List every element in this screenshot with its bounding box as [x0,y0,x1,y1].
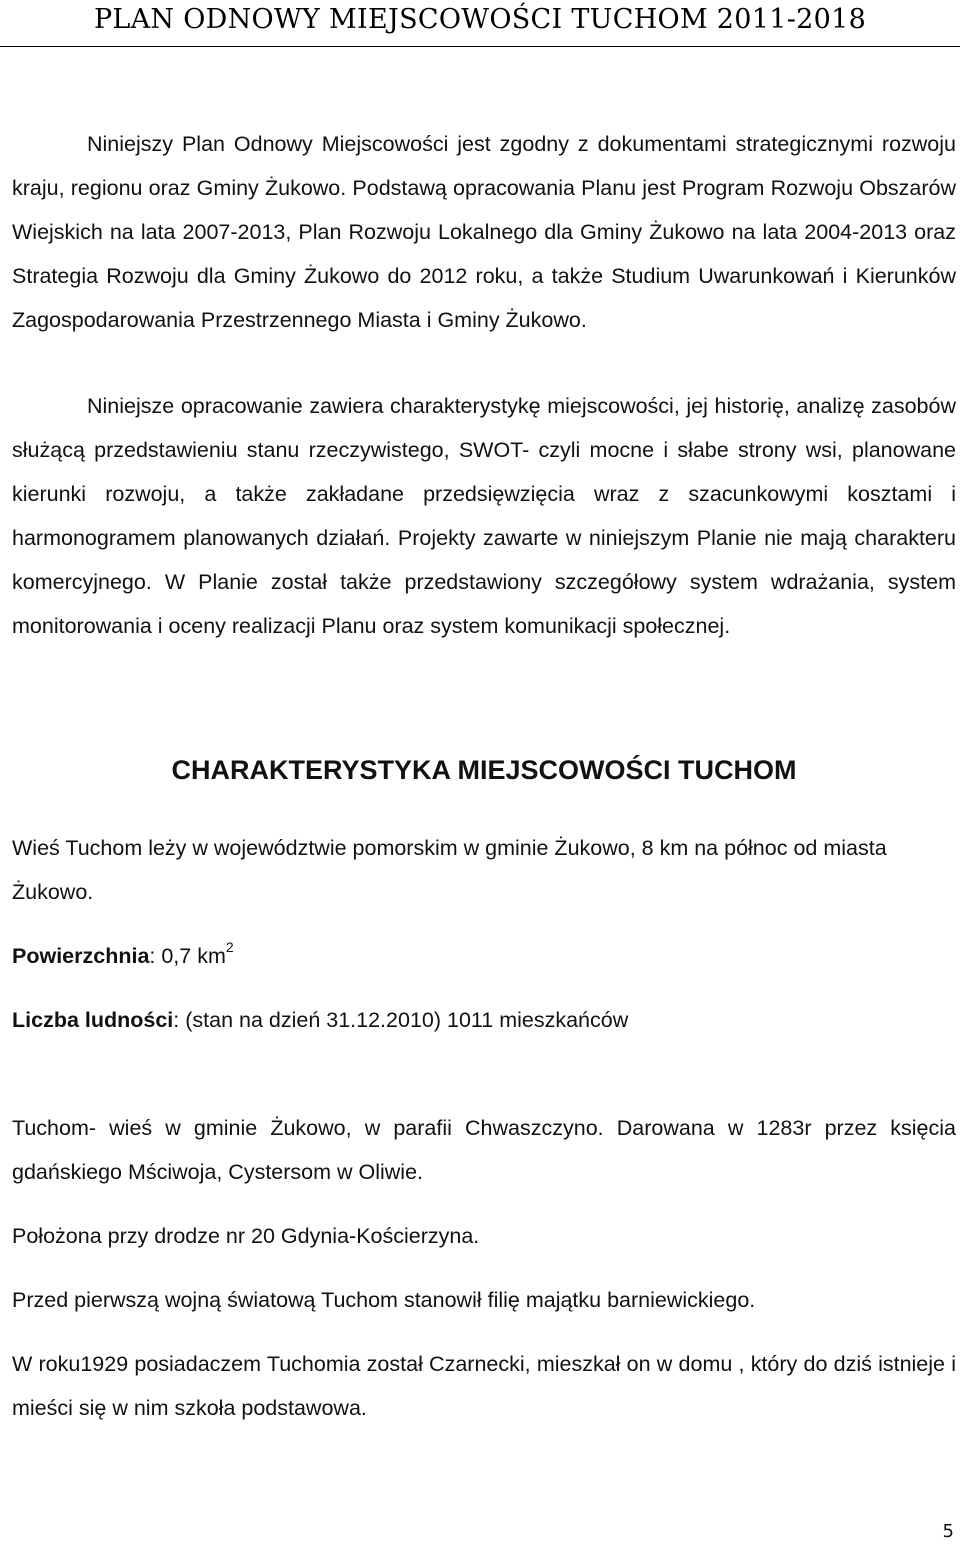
history-paragraph-4: W roku1929 posiadaczem Tuchomia został Czarnecki, mieszkał on w domu , który do dziś istnieje i mieści się w nim szkoła podstawowa. [12,1352,956,1420]
location-paragraph: Wieś Tuchom leży w województwie pomorskim w gminie Żukowo, 8 km na północ od miasta Żukowo. [12,836,887,904]
area-line [12,934,956,978]
document-title: PLAN ODNOWY MIEJSCOWOŚCI TUCHOM 2011-2018 [93,4,867,35]
intro-paragraph-1: Niniejszy Plan Odnowy Miejscowości jest zgodny z dokumentami strategicznymi rozwoju kraju, regionu oraz Gminy Żukowo. Podstawą opracowania Planu jest Program Rozwoju Obszarów Wiejskich na lata 2007-2013, Plan Rozwoju Lokalnego dla Gminy Żukowo na lata 2004-2013 oraz Strategia Rozwoju dla Gminy Żukowo do 2012 roku, a także Studium Uwarunkowań i Kierunków Zagospodarowania Przestrzennego Miasta i Gminy Żukowo. [12,132,956,332]
area-superscript: 2 [225,939,234,955]
area-label: Powierzchnia [12,944,150,968]
history-paragraph-2: Położona przy drodze nr 20 Gdynia-Kościerzyna. [12,1224,480,1248]
population-label: Liczba ludności [12,1008,174,1032]
history-paragraph-1: Tuchom- wieś w gminie Żukowo, w parafii Chwaszczyno. Darowana w 1283r przez księcia gdańskiego Mściwoja, Cystersom w Oliwie. [12,1116,956,1184]
intro-paragraph-2: Niniejsze opracowanie zawiera charakterystykę miejscowości, jej historię, analizę zasobów służącą przedstawieniu stanu rzeczywistego, SWOT- czyli mocne i słabe strony wsi, planowane kierunki rozwoju, a także zakładane przedsięwzięcia wraz z szacunkowymi kosztami i harmonogramem planowanych działań. Projekty zawarte w niniejszym Planie nie mają charakteru komercyjnego. W Planie został także przedstawiony szczegółowy system wdrażania, system monitorowania i oceny realizacji Planu oraz system komunikacji społecznej. [12,394,956,638]
section-heading: CHARAKTERYSTYKA MIEJSCOWOŚCI TUCHOM [171,755,797,785]
history-paragraph-3: Przed pierwszą wojną światową Tuchom stanowił filię majątku barniewickiego. [12,1288,756,1312]
area-value: : 0,7 km [149,944,226,968]
document-body [12,122,956,1430]
population-line [12,998,956,1042]
page-header [0,0,960,50]
population-value: : (stan na dzień 31.12.2010) 1011 mieszkańców [173,1008,629,1032]
page-number: 5 [942,1521,954,1542]
header-divider [0,46,960,47]
